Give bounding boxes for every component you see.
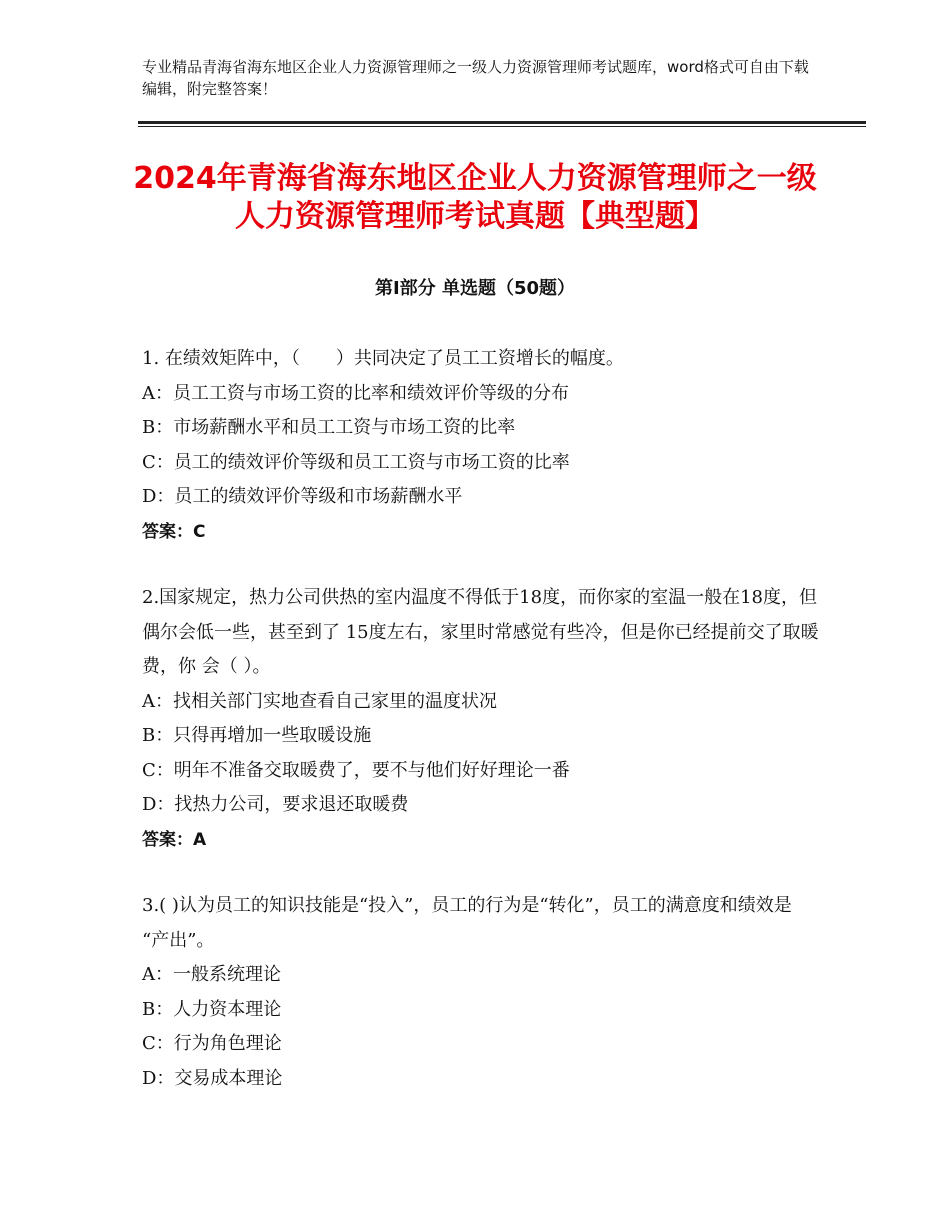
option-c: C：员工的绩效评价等级和员工工资与市场工资的比率	[142, 451, 570, 473]
answer-line	[142, 515, 822, 550]
section-title: 第Ⅰ部分 单选题（50题）	[374, 278, 575, 299]
answer-label: 答案：	[142, 829, 193, 850]
option-b: B：只得再增加一些取暖设施	[142, 725, 372, 746]
question-1	[142, 342, 822, 549]
question-3	[142, 889, 822, 1096]
header-note: 专业精品青海省海东地区企业人力资源管理师之一级人力资源管理师考试题库，word格式可自由下载编辑，附完整答案！	[142, 58, 809, 98]
option-b: B：人力资本理论	[142, 998, 282, 1020]
header-rule-thin	[138, 126, 866, 127]
option-c: C：行为角色理论	[142, 1033, 282, 1054]
question-stem: 1. 在绩效矩阵中，（ ）共同决定了员工工资增长的幅度。	[142, 348, 624, 369]
answer-line	[142, 823, 822, 858]
header-rule-thick	[138, 121, 866, 124]
option-d: D：员工的绩效评价等级和市场薪酬水平	[142, 486, 463, 507]
option-d: D：找热力公司，要求退还取暖费	[142, 794, 409, 815]
option-a: A：员工工资与市场工资的比率和绩效评价等级的分布	[142, 382, 569, 404]
question-stem: 3.( )认为员工的知识技能是“投入”，员工的行为是“转化”，员工的满意度和绩效是 “产出”。	[142, 895, 798, 951]
option-c: C：明年不准备交取暖费了，要不与他们好好理论一番	[142, 759, 570, 781]
option-a: A：找相关部门实地查看自己家里的温度状况	[142, 690, 497, 712]
option-a: A：一般系统理论	[142, 964, 281, 985]
option-d: D：交易成本理论	[142, 1067, 283, 1089]
answer-value: C	[193, 521, 206, 542]
document-title: 2024年青海省海东地区企业人力资源管理师之一级人力资源管理师考试真题【典型题】	[133, 161, 817, 234]
option-b: B：市场薪酬水平和员工工资与市场工资的比率	[142, 417, 516, 438]
question-2	[142, 581, 822, 857]
answer-label: 答案：	[142, 521, 193, 542]
question-stem: 2.国家规定，热力公司供热的室内温度不得低于18度，而你家的室温一般在18度，但偶尔会低一些，甚至到了 15度左右，家里时常感觉有些冷，但是你已经提前交了取暖费，你 会（ ）。	[142, 587, 819, 677]
answer-value: A	[193, 829, 207, 850]
